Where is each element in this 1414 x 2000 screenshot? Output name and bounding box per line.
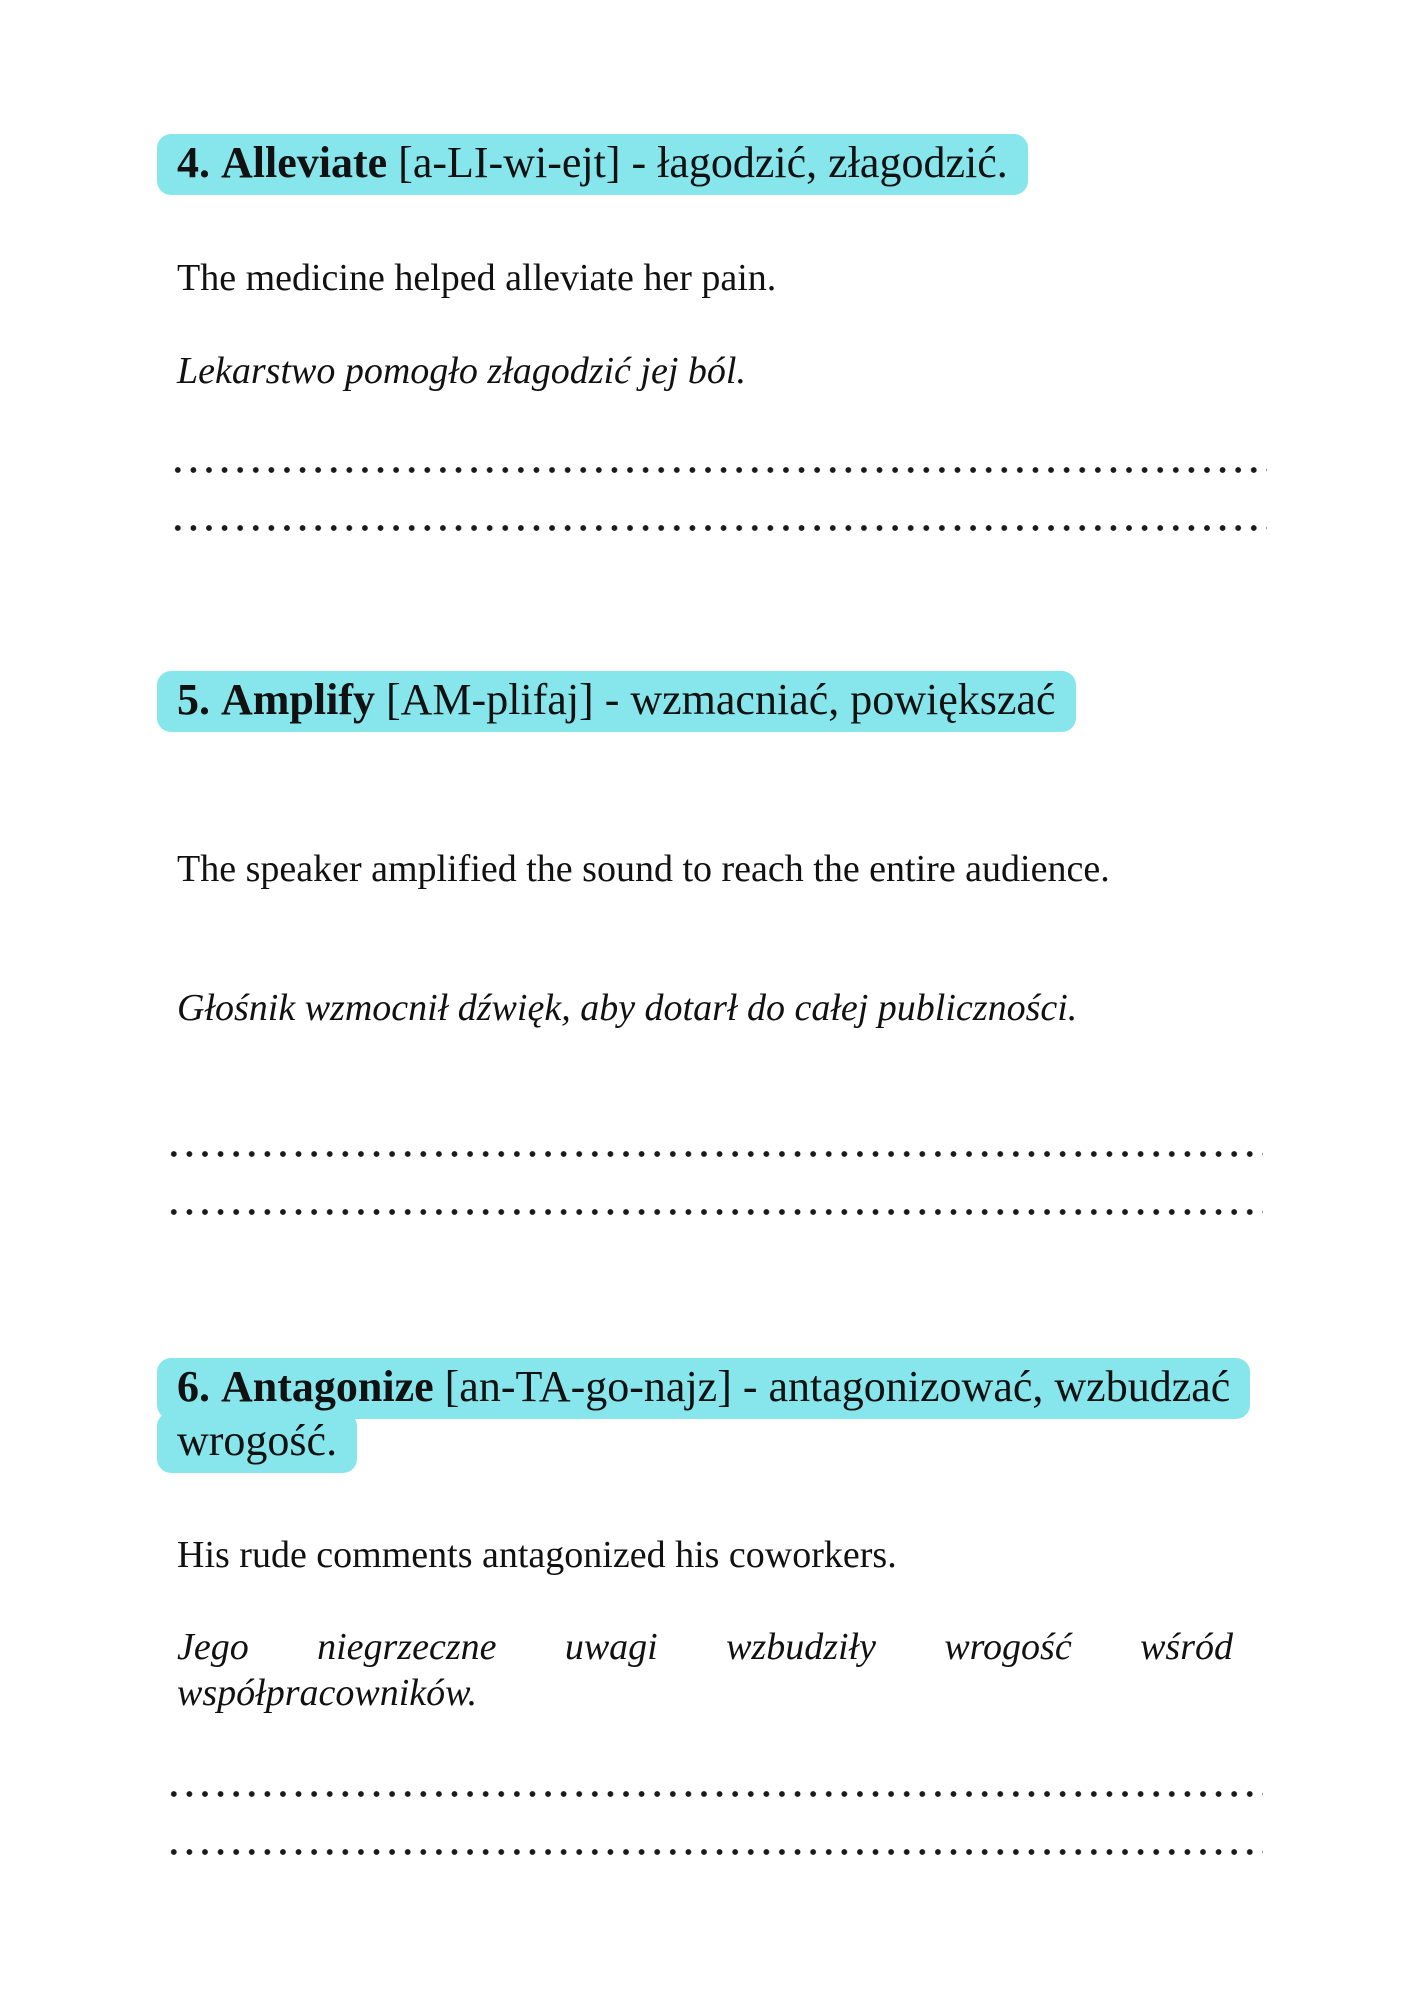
entry-separator: -: [631, 138, 647, 187]
entry-meaning: łagodzić, złagodzić.: [657, 138, 1008, 187]
entry-heading: [157, 673, 1233, 727]
writing-line[interactable]: [166, 1848, 1263, 1856]
entry-number: 6.: [177, 1362, 210, 1411]
example-translation: Lekarstwo pomogło złagodzić jej ból.: [177, 350, 746, 392]
writing-line[interactable]: [166, 1790, 1263, 1798]
entry-word: Antagonize: [221, 1362, 434, 1411]
example-sentence: The speaker amplified the sound to reach the entire audience.: [177, 848, 1110, 890]
entry-heading-highlight: [157, 671, 1076, 732]
writing-line[interactable]: [166, 1150, 1263, 1158]
entry-pronunciation: [a-LI-wi-ejt]: [398, 138, 621, 187]
entry-number: 5.: [177, 675, 210, 724]
entry-pronunciation: [an-TA-go-najz]: [444, 1362, 732, 1411]
entry-heading: [157, 136, 1207, 190]
entry-separator: -: [604, 675, 620, 724]
entry-meaning: wzmacniać, powiększać: [630, 675, 1056, 724]
entry-separator: -: [742, 1362, 758, 1411]
entry-meaning: antagonizować, wzbudzać wrogość.: [177, 1362, 1231, 1465]
writing-line[interactable]: [170, 466, 1267, 474]
entry-word: Alleviate: [221, 138, 388, 187]
writing-line[interactable]: [170, 524, 1267, 532]
entry-heading-highlight: [157, 1358, 1250, 1473]
example-sentence: His rude comments antagonized his coworkers.: [177, 1534, 897, 1576]
entry-word: Amplify: [221, 675, 375, 724]
example-translation: Głośnik wzmocnił dźwięk, aby dotarł do całej publiczności.: [177, 987, 1078, 1029]
entry-pronunciation: [AM-plifaj]: [386, 675, 594, 724]
example-translation: Jego niegrzeczne uwagi wzbudziły wrogość wśród współpracowników.: [177, 1626, 1233, 1714]
writing-line[interactable]: [166, 1208, 1263, 1216]
entry-heading-highlight: [157, 134, 1028, 195]
example-sentence: The medicine helped alleviate her pain.: [177, 257, 777, 299]
entry-heading: [157, 1360, 1233, 1468]
entry-number: 4.: [177, 138, 210, 187]
